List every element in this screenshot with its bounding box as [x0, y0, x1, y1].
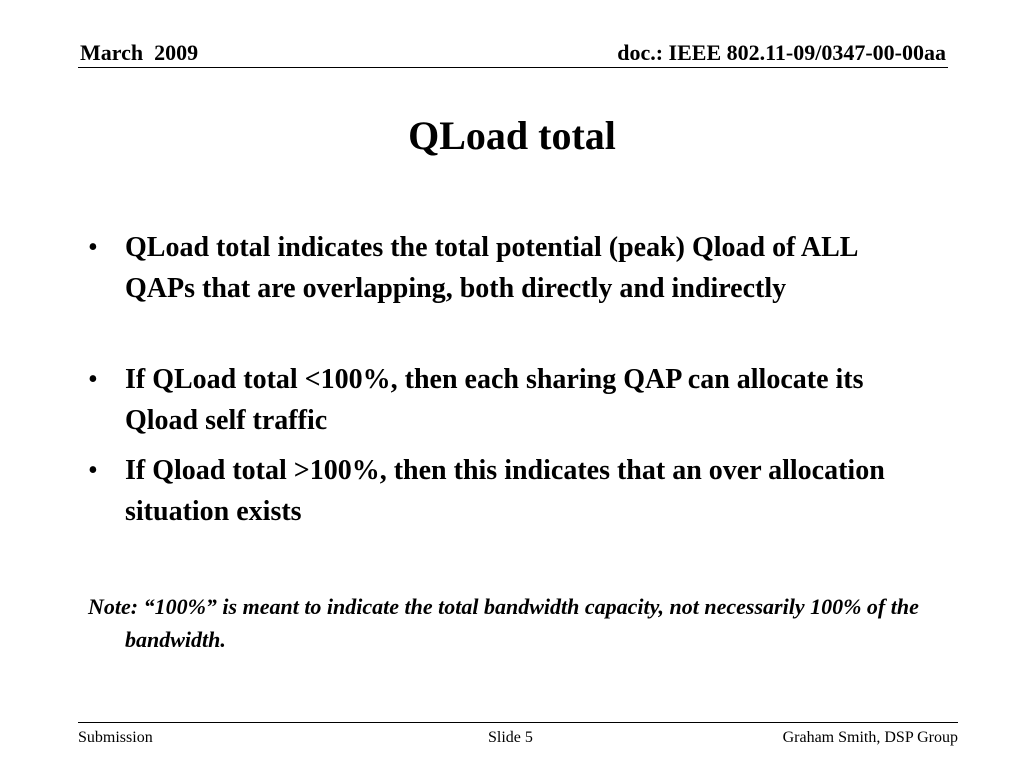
slide-title: QLoad total — [408, 113, 616, 158]
note-text: Note: “100%” is meant to indicate the total bandwidth capacity, not necessarily 100% of the bandwidth. — [88, 594, 919, 652]
bullet-icon: • — [88, 455, 98, 486]
bullet-text: If QLoad total <100%, then each sharing QAP can allocate its Qload self traffic — [125, 364, 864, 436]
bullet-text: QLoad total indicates the total potential (peak) Qload of ALL QAPs that are overlapping, both directly and indirectly — [125, 232, 857, 304]
bullet-icon: • — [88, 232, 98, 263]
footer-author: Graham Smith, DSP Group — [782, 729, 958, 746]
bullet-item — [88, 227, 918, 309]
bullet-item — [88, 450, 918, 532]
header-doc-id: doc.: IEEE 802.11-09/0347-00-00aa — [617, 40, 946, 65]
header-date: March 2009 — [80, 40, 199, 65]
bullet-list — [88, 227, 918, 532]
bullet-item — [88, 359, 918, 441]
header-divider — [78, 67, 948, 68]
footer-divider — [78, 722, 958, 723]
footer-submission: Submission — [78, 729, 153, 746]
bullet-icon: • — [88, 364, 98, 395]
bullet-text: If Qload total >100%, then this indicates that an over allocation situation exists — [125, 455, 885, 527]
footer-slide-number: Slide 5 — [488, 729, 533, 746]
